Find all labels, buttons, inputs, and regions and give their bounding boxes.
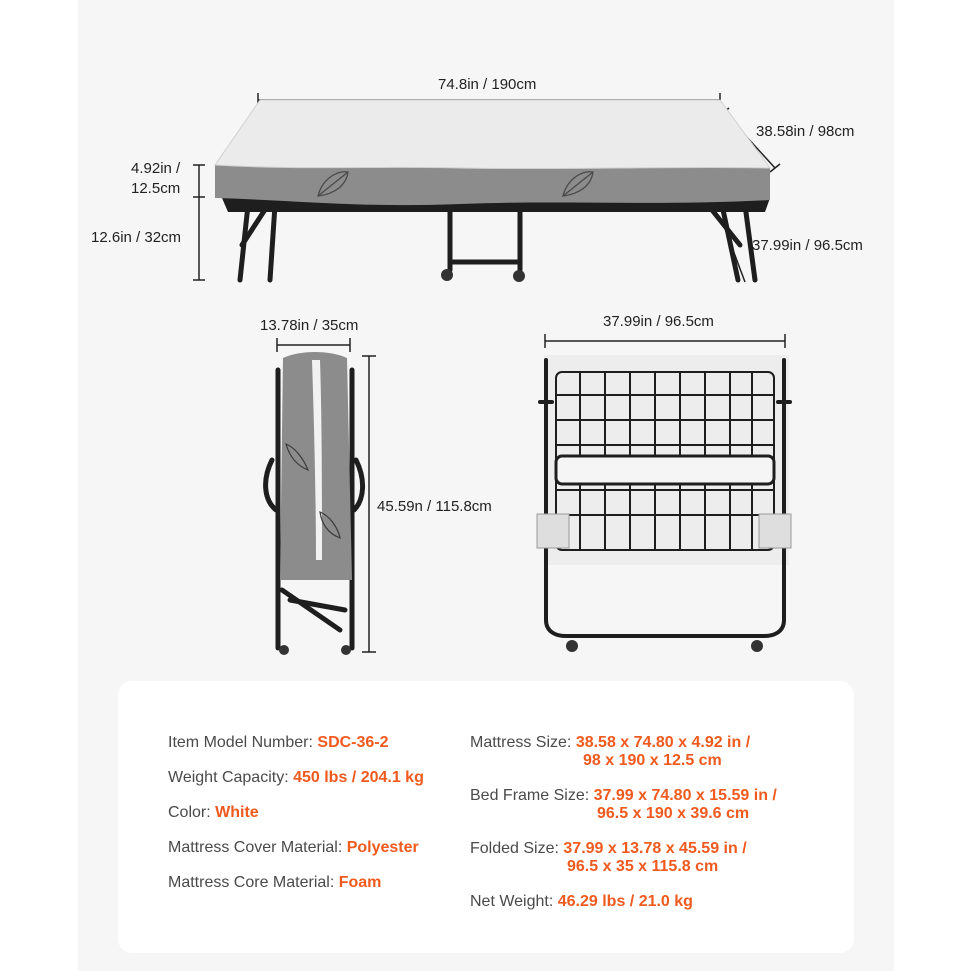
spec-frame-size: Bed Frame Size: 37.99 x 74.80 x 15.59 in / xyxy=(470,787,777,804)
spec-cover-material: Mattress Cover Material: Polyester xyxy=(168,839,419,856)
folded-side-illustration xyxy=(266,338,376,655)
spec-mattress-size-metric: 98 x 190 x 12.5 cm xyxy=(583,752,722,769)
spec-folded-size: Folded Size: 37.99 x 13.78 x 45.59 in / xyxy=(470,840,747,857)
spec-net-weight: Net Weight: 46.29 lbs / 21.0 kg xyxy=(470,893,693,910)
leg-span-label: 37.99in / 96.5cm xyxy=(752,237,863,254)
mattress-height-label-line1: 4.92in / xyxy=(131,160,181,177)
spec-folded-size-metric: 96.5 x 35 x 115.8 cm xyxy=(567,858,719,875)
folded-front-illustration xyxy=(537,334,791,652)
folded-height-label: 45.59n / 115.8cm xyxy=(377,498,492,515)
mattress-height-label-line2: 12.5cm xyxy=(131,180,181,197)
width-dimension-label: 38.58in / 98cm xyxy=(756,123,855,140)
folded-depth-label: 13.78in / 35cm xyxy=(260,317,359,334)
length-dimension-label: 74.8in / 190cm xyxy=(438,76,537,93)
frame-height-label: 12.6in / 32cm xyxy=(91,229,182,246)
spec-frame-size-metric: 96.5 x 190 x 39.6 cm xyxy=(597,805,750,822)
spec-weight-capacity: Weight Capacity: 450 lbs / 204.1 kg xyxy=(168,769,424,786)
spec-mattress-size: Mattress Size: 38.58 x 74.80 x 4.92 in / xyxy=(470,734,751,751)
spec-core-material: Mattress Core Material: Foam xyxy=(168,874,382,891)
folded-width-label: 37.99in / 96.5cm xyxy=(603,313,714,330)
unfolded-bed-illustration xyxy=(193,93,780,282)
spec-model-number: Item Model Number: SDC-36-2 xyxy=(168,734,389,751)
spec-color: Color: White xyxy=(168,804,259,821)
